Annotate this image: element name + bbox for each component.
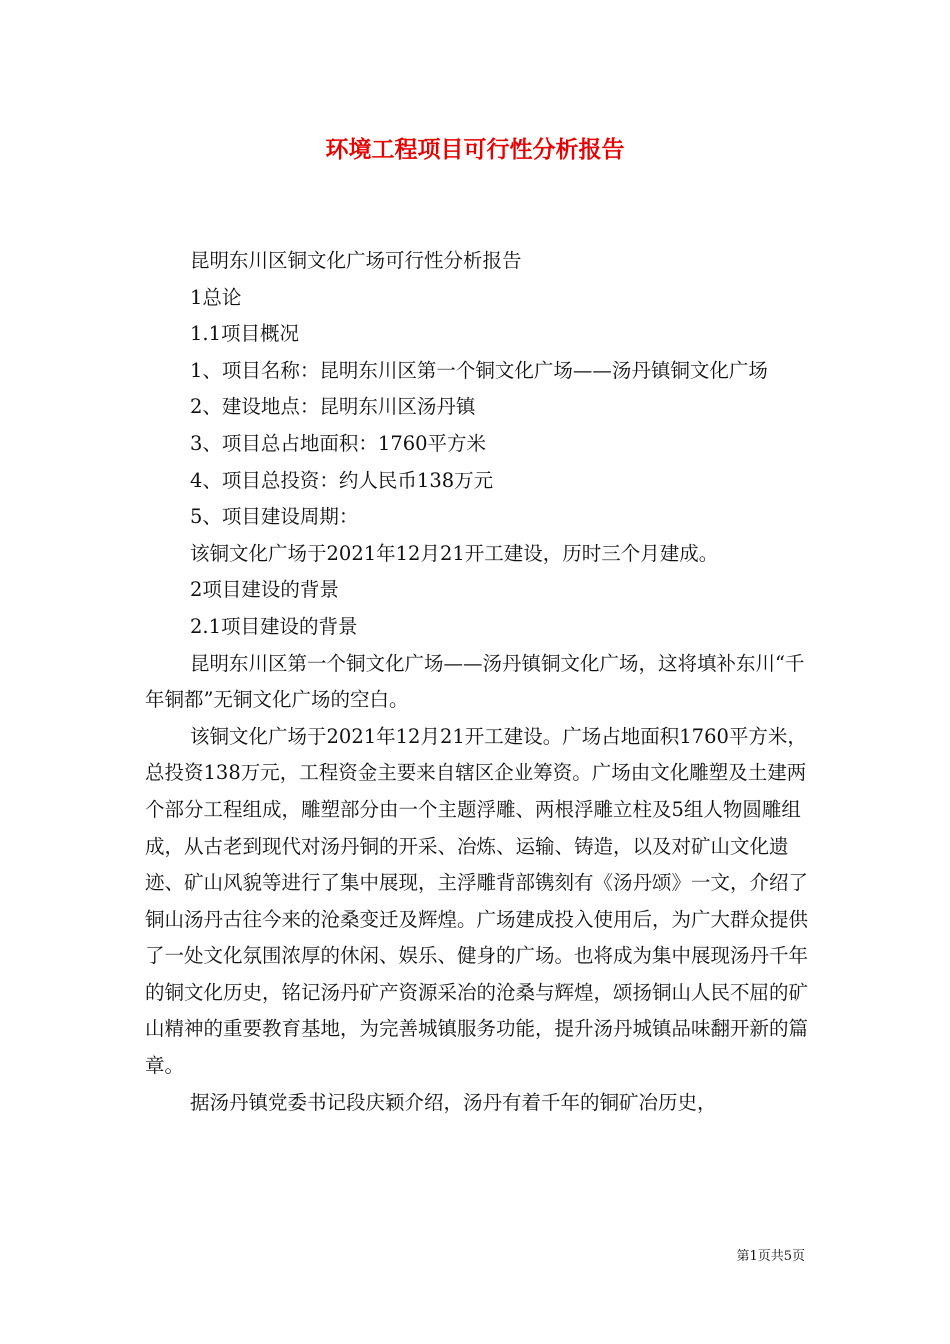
paragraph-section-1: 1总论 (190, 285, 242, 309)
paragraph-investment: 4、项目总投资：约人民币138万元 (190, 468, 494, 492)
paragraph-background-1: 昆明东川区第一个铜文化广场——汤丹镇铜文化广场，这将填补东川“千年铜都”无铜文化广场的空白。 (145, 651, 805, 712)
paragraph-location: 2、建设地点：昆明东川区汤丹镇 (190, 395, 476, 419)
paragraph-section-2: 2项目建设的背景 (190, 578, 339, 602)
paragraph-report-subtitle: 昆明东川区铜文化广场可行性分析报告 (190, 249, 522, 272)
paragraph-section-1-1: 1.1项目概况 (190, 322, 300, 346)
paragraph-section-2-1: 2.1项目建设的背景 (190, 614, 358, 638)
paragraph-background-3: 据汤丹镇党委书记段庆颖介绍，汤丹有着千年的铜矿冶历史， (190, 1090, 717, 1114)
paragraph-background-2: 该铜文化广场于2021年12月21开工建设。广场占地面积1760平方米，总投资138万元，工程资金主要来自辖区企业筹资。广场由文化雕塑及土建两个部分工程组成，雕塑部分由一个主题浮雕、两根浮雕立柱及5组人物圆雕组成，从古老到现代对汤丹铜的开采、冶炼、运输、铸造，以及对矿山文化遗迹、矿山风貌等进行了集中展现，主浮雕背部镌刻有《汤丹颂》一文，介绍了铜山汤丹古往今来的沧桑变迁及辉煌。广场建成投入使用后，为广大群众提供了一处文化氛围浓厚的休闲、娱乐、健身的广场。也将成为集中展现汤丹千年的铜文化历史，铭记汤丹矿产资源采冶的沧桑与辉煌，颂扬铜山人民不屈的矿山精神的重要教育基地，为完善城镇服务功能，提升汤丹城镇品味翻开新的篇章。 (145, 724, 809, 1078)
paragraph-period: 5、项目建设周期： (190, 505, 359, 529)
paragraph-area: 3、项目总占地面积：1760平方米 (190, 431, 487, 455)
paragraph-project-name: 1、项目名称：昆明东川区第一个铜文化广场——汤丹镇铜文化广场 (190, 358, 768, 382)
document-title: 环境工程项目可行性分析报告 (325, 136, 625, 163)
paragraph-period-detail: 该铜文化广场于2021年12月21开工建设，历时三个月建成。 (190, 541, 719, 565)
page-indicator: 第1页共5页 (736, 1249, 805, 1264)
document-body (145, 243, 810, 1121)
